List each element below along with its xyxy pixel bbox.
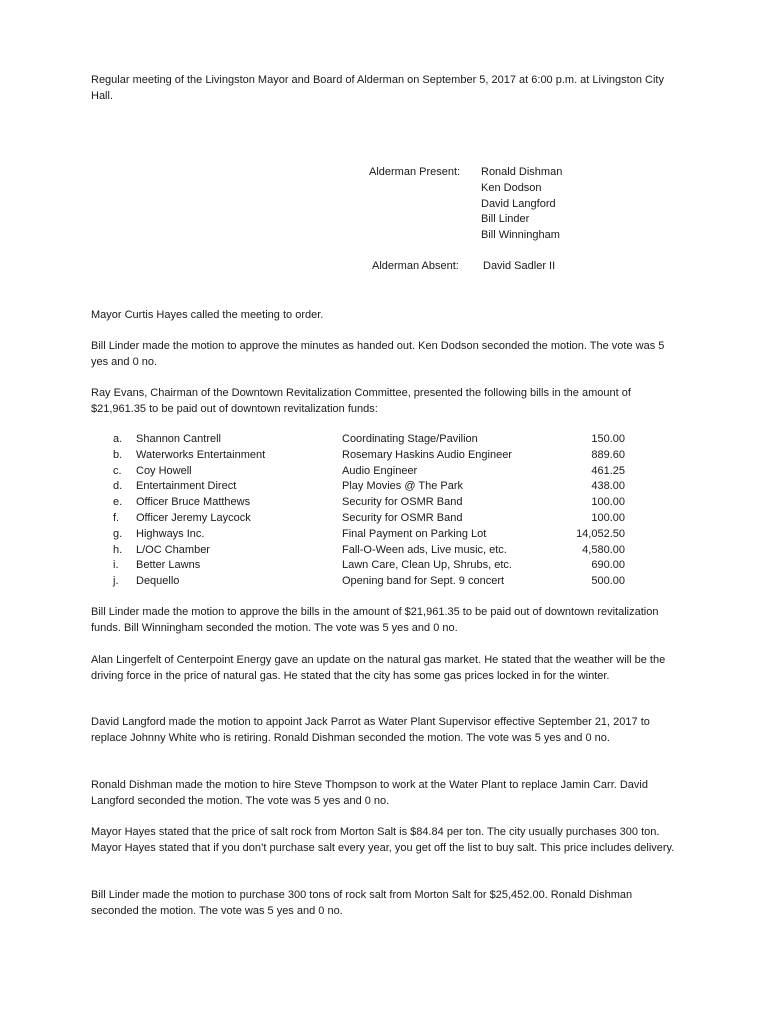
present-name: Ronald Dishman [481,166,563,178]
bill-vendor: L/OC Chamber [136,543,210,556]
bills-intro-paragraph: Ray Evans, Chairman of the Downtown Revitalization Committee, presented the following bills in the amount of $21,961.35 to be paid out of downtown revitalization funds: [91,387,631,415]
bill-description: Fall-O-Ween ads, Live music, etc. [342,543,507,556]
bill-vendor: Waterworks Entertainment [136,448,266,461]
meeting-heading: Regular meeting of the Livingston Mayor and Board of Alderman on September 5, 2017 at 6:00 p.m. at Livingston City Hall. [91,74,664,102]
absent-label: Alderman Absent: [372,260,459,272]
bill-description: Rosemary Haskins Audio Engineer [342,448,512,461]
bills-motion-paragraph: Bill Linder made the motion to approve the bills in the amount of $21,961.35 to be paid out of downtown revitalization funds. Bill Winningham seconded the motion. The vote was 5 yes and 0 no. [91,606,659,634]
present-name: Bill Winningham [481,229,560,242]
bill-amount: 690.00 [591,559,625,572]
bill-row [113,543,633,559]
bill-letter: j. [113,575,119,588]
bill-row [113,558,633,574]
bill-amount: 100.00 [591,496,625,509]
bills-list [113,432,633,590]
bill-vendor: Highways Inc. [136,527,205,540]
bill-letter: d. [113,480,123,493]
water-hire-paragraph: Ronald Dishman made the motion to hire Steve Thompson to work at the Water Plant to replace Jamin Carr. David Langford seconded the motion. The vote was 5 yes and 0 no. [91,779,648,807]
bill-amount: 14,052.50 [576,527,625,540]
bill-row [113,479,633,495]
present-label: Alderman Present: [369,166,461,178]
bill-letter: e. [113,496,123,509]
aldermen-absent [372,260,555,272]
bill-row [113,527,633,543]
salt-price-paragraph: Mayor Hayes stated that the price of salt rock from Morton Salt is $84.84 per ton. The city usually purchases 300 ton. Mayor Hayes stated that if you don’t purchase salt every year, you get off the list to buy salt. This price includes delivery. [91,826,675,854]
bill-amount: 461.25 [591,464,625,477]
bill-amount: 438.00 [591,480,625,493]
absent-name: David Sadler II [483,260,556,272]
present-names [481,165,562,244]
present-name: Bill Linder [481,213,530,226]
bill-vendor: Shannon Cantrell [136,433,222,445]
gas-update-paragraph: Alan Lingerfelt of Centerpoint Energy gave an update on the natural gas market. He stated that the weather will be the driving force in the price of natural gas. He stated that the city has some gas prices locked in for the winter. [91,654,666,682]
bill-vendor: Entertainment Direct [136,480,237,493]
bill-amount: 150.00 [591,433,625,445]
bill-row [113,511,633,527]
bill-vendor: Better Lawns [136,559,201,572]
bill-description: Play Movies @ The Park [342,480,464,493]
bill-description: Security for OSMR Band [342,496,463,509]
bill-amount: 100.00 [591,511,625,524]
bill-description: Opening band for Sept. 9 concert [342,575,505,588]
salt-motion-paragraph: Bill Linder made the motion to purchase 300 tons of rock salt from Morton Salt for $25,452.00. Ronald Dishman seconded the motion. The vote was 5 yes and 0 no. [91,889,633,917]
water-supervisor-paragraph: David Langford made the motion to appoint Jack Parrot as Water Plant Supervisor effective September 21, 2017 to replace Johnny White who is retiring. Ronald Dishman seconded the motion. The vote was 5 yes and 0 no. [91,716,650,744]
bill-vendor: Dequello [136,575,180,588]
bill-row [113,448,633,464]
bill-letter: f. [113,511,120,524]
bill-description: Audio Engineer [342,464,418,477]
bill-description: Lawn Care, Clean Up, Shrubs, etc. [342,559,512,572]
bill-row [113,464,633,480]
bill-letter: i. [113,559,119,572]
call-to-order-paragraph: Mayor Curtis Hayes called the meeting to order. [91,309,324,321]
bill-description: Coordinating Stage/Pavilion [342,433,478,445]
bill-row [113,574,633,590]
bill-letter: b. [113,448,123,461]
minutes-motion-paragraph: Bill Linder made the motion to approve the minutes as handed out. Ken Dodson seconded the motion. The vote was 5 yes and 0 no. [91,340,665,368]
bill-description: Final Payment on Parking Lot [342,527,487,540]
bill-letter: c. [113,464,122,477]
bill-letter: h. [113,543,123,556]
bill-row [113,495,633,511]
bill-amount: 4,580.00 [582,543,625,556]
present-name: David Langford [481,197,556,210]
bill-amount: 500.00 [591,575,625,588]
bill-description: Security for OSMR Band [342,511,463,524]
bill-vendor: Officer Bruce Matthews [136,496,251,509]
bill-row [113,432,633,448]
bill-amount: 889.60 [591,448,625,461]
bill-letter: a. [113,433,123,445]
bill-vendor: Coy Howell [136,464,192,477]
bill-letter: g. [113,527,123,540]
present-name: Ken Dodson [481,181,542,194]
bill-vendor: Officer Jeremy Laycock [136,511,251,524]
